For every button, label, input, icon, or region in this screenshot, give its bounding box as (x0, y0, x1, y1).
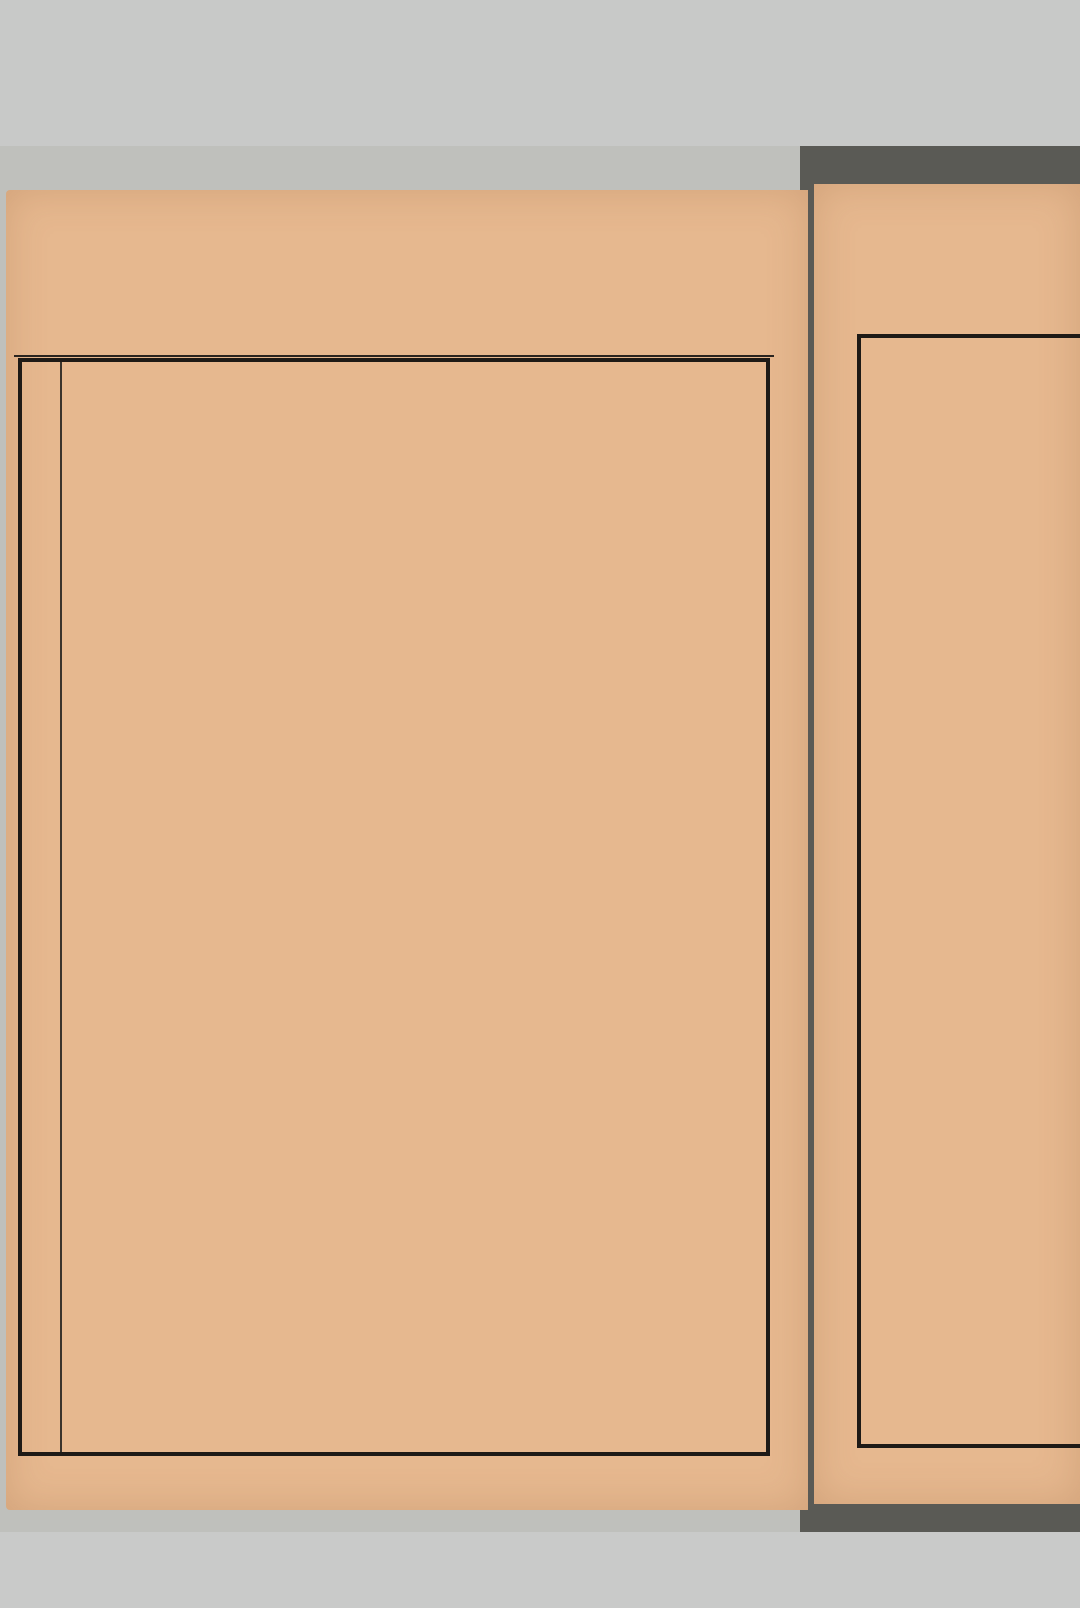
right-page-text-frame (857, 334, 1080, 1448)
scan-bottom-background (0, 1532, 1080, 1608)
left-page-top-rule (14, 355, 774, 357)
scan-top-background (0, 0, 1080, 146)
margin-column-rule (60, 362, 62, 1452)
left-page-text-frame (18, 358, 770, 1456)
